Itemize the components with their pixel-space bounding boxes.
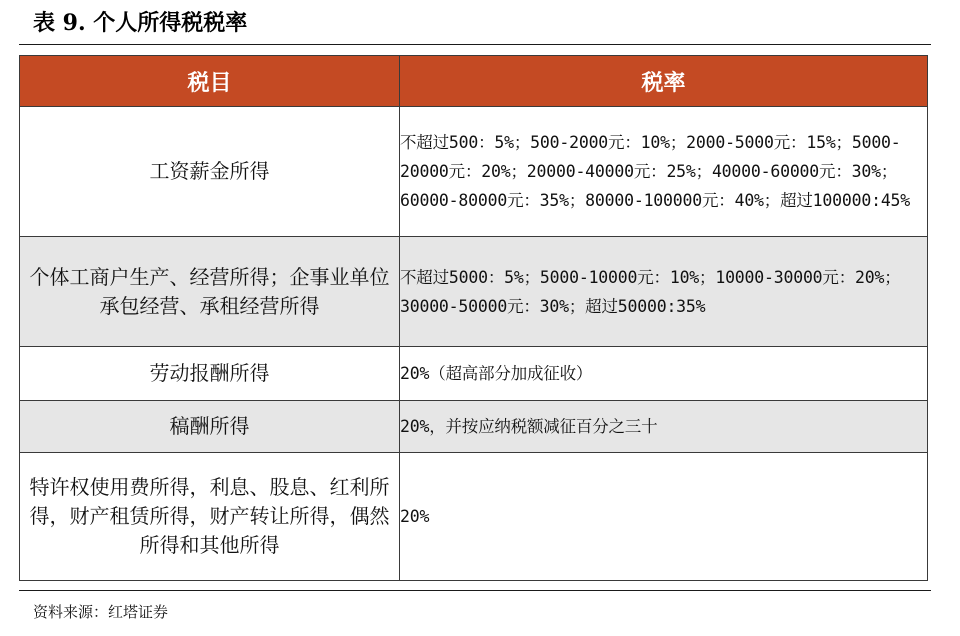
tax-rate-cell: 不超过500：5%；500-2000元：10%；2000-5000元：15%；5000-20000元：20%；20000-40000元：25%；40000-60000元：30%；60000-80000元：35%；80000-100000元：40%；超过100000:45% xyxy=(400,107,928,237)
tax-rate-cell: 20%，并按应纳税额减征百分之三十 xyxy=(400,401,928,453)
tax-rate-cell: 20%（超高部分加成征收） xyxy=(400,347,928,401)
tax-item-cell: 劳动报酬所得 xyxy=(20,347,400,401)
table-title: 表 9. 个人所得税税率 xyxy=(33,10,248,36)
tax-rate-table xyxy=(19,55,928,581)
source-note: 资料来源：红塔证券 xyxy=(33,603,169,621)
table-row xyxy=(20,347,928,401)
table-header-row xyxy=(20,56,928,107)
tax-item-cell: 特许权使用费所得，利息、股息、红利所得，财产租赁所得，财产转让所得，偶然所得和其他所得 xyxy=(20,453,400,581)
table-row xyxy=(20,401,928,453)
tax-item-cell: 工资薪金所得 xyxy=(20,107,400,237)
table-row xyxy=(20,107,928,237)
column-header-rate: 税率 xyxy=(400,56,928,107)
table-row xyxy=(20,237,928,347)
tax-rate-cell: 不超过5000：5%；5000-10000元：10%；10000-30000元：20%；30000-50000元：30%；超过50000:35% xyxy=(400,237,928,347)
column-header-item: 税目 xyxy=(20,56,400,107)
tax-item-cell: 稿酬所得 xyxy=(20,401,400,453)
tax-rate-cell: 20% xyxy=(400,453,928,581)
tax-item-cell: 个体工商户生产、经营所得；企事业单位承包经营、承租经营所得 xyxy=(20,237,400,347)
title-divider xyxy=(19,44,931,45)
footer-divider xyxy=(19,590,931,591)
table-row xyxy=(20,453,928,581)
